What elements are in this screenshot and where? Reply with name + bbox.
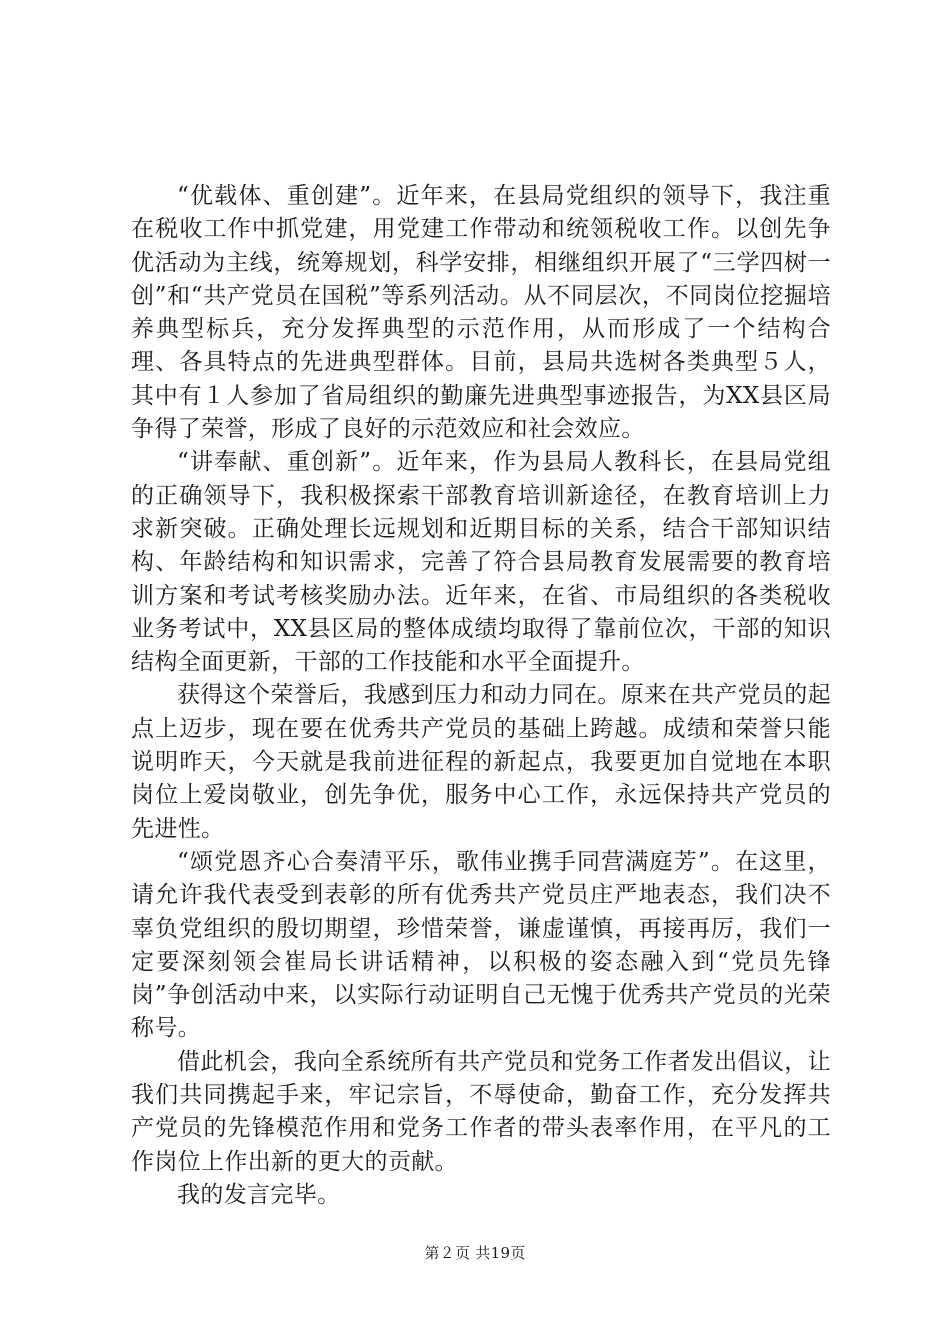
paragraph-closing: 我的发言完毕。 — [177, 1181, 341, 1208]
paragraph-pledge: “颂党恩齐心合奏清平乐，歌伟业携手同营满庭芳”。在这里，请允许我代表受到表彰的所有优秀共产党员庄严地表态，我们决不辜负党组织的殷切期望，珍惜荣誉，谦虚谨慎，再接再厉，我们一定要深刻领会崔局长讲话精神，以积极的姿态融入到“党员先锋岗”争创活动中来，以实际行动证明自己无愧于优秀共产党员的光荣称号。 — [131, 848, 831, 1042]
paragraph-initiative: 借此机会，我向全系统所有共产党员和党务工作者发出倡议，让我们共同携起手来，牢记宗旨，不辱使命，勤奋工作，充分发挥共产党员的先锋模范作用和党务工作者的带头表率作用，在平凡的工作岗位上作出新的更大的贡献。 — [131, 1048, 831, 1175]
body-text — [131, 180, 831, 1212]
paragraph-honor-pressure: 获得这个荣誉后，我感到压力和动力同在。原来在共产党员的起点上迈步，现在要在优秀共产党员的基础上跨越。成绩和荣誉只能说明昨天，今天就是我前进征程的新起点，我要更加自觉地在本职岗位上爱岗敬业，创先争优，服务中心工作，永远保持共产党员的先进性。 — [131, 682, 831, 842]
page-number-footer: 第２页 共19页 — [424, 1244, 526, 1262]
paragraph-dedication-innovation: “讲奉献、重创新”。近年来，作为县局人教科长，在县局党组的正确领导下，我积极探索干部教育培训新途径，在教育培训上力求新突破。正确处理长远规划和近期目标的关系，结合干部知识结构、年龄结构和知识需求，完善了符合县局教育发展需要的教育培训方案和考试考核奖励办法。近年来，在省、市局组织的各类税收业务考试中，XX县区局的整体成绩均取得了靠前位次，干部的知识结构全面更新，干部的工作技能和水平全面提升。 — [131, 449, 831, 676]
paragraph-excellent-carrier: “优载体、重创建”。近年来，在县局党组织的领导下，我注重在税收工作中抓党建，用党建工作带动和统领税收工作。以创先争优活动为主线，统筹规划，科学安排，相继组织开展了“三学四树一创”和“共产党员在国税”等系列活动。从不同层次，不同岗位挖掘培养典型标兵，充分发挥典型的示范作用，从而形成了一个结构合理、各具特点的先进典型群体。目前，县局共选树各类典型５人，其中有１人参加了省局组织的勤廉先进典型事迹报告，为XX县区局争得了荣誉，形成了良好的示范效应和社会效应。 — [131, 183, 831, 443]
